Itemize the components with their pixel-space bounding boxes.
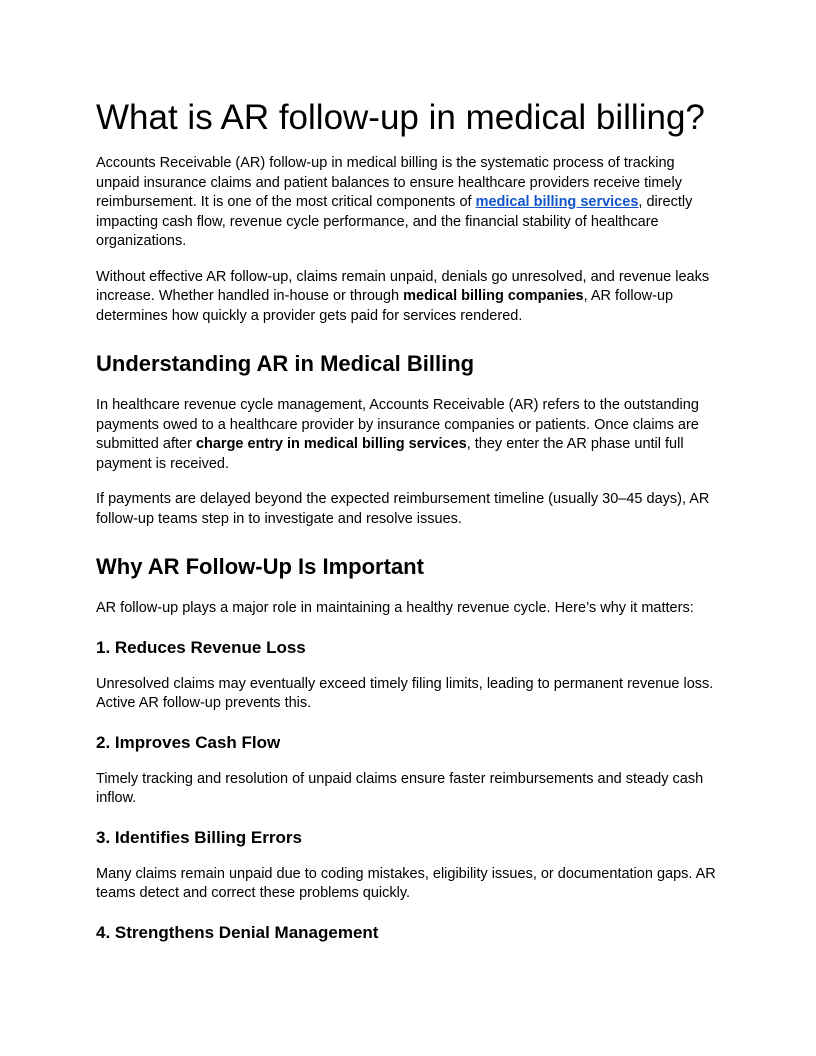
intro-p1-text-a: Accounts Receivable (AR) follow-up in medical billing is the systematic process of tracking unpaid insurance claims and patient balances to ensure healthcare providers receive timely reimbursement. It is one of the most critical components of <box>96 155 682 210</box>
medical-billing-services-link[interactable]: medical billing services <box>475 194 639 210</box>
subheading-identifies-billing-errors: 3. Identifies Billing Errors <box>96 827 302 847</box>
intro-p2-text-a: Without effective AR follow-up, claims remain unpaid, denials go unresolved, and revenue leaks increase. Whether handled in-house or through <box>96 268 710 304</box>
intro-paragraph-2 <box>96 268 720 327</box>
section1-p1-text-b: , they enter the AR phase until full payment is received. <box>96 436 684 472</box>
subheading-reduces-revenue-loss: 1. Reduces Revenue Loss <box>96 637 306 657</box>
intro-p2-text-b: , AR follow-up determines how quickly a provider gets paid for services rendered. <box>96 288 674 324</box>
item3-paragraph: Many claims remain unpaid due to coding mistakes, eligibility issues, or documentation gaps. AR teams detect and correct these problems quickly. <box>96 865 716 901</box>
subheading-strengthens-denial-management: 4. Strengthens Denial Management <box>96 922 379 942</box>
section2-intro: AR follow-up plays a major role in maintaining a healthy revenue cycle. Here’s why it matters: <box>96 600 694 616</box>
intro-p2-bold: medical billing companies <box>403 288 584 304</box>
section1-paragraph-1 <box>96 396 720 474</box>
section-heading-understanding-ar: Understanding AR in Medical Billing <box>96 351 475 376</box>
section1-p1-bold: charge entry in medical billing services <box>195 436 467 452</box>
intro-paragraph-1 <box>96 154 720 252</box>
section1-paragraph-2: If payments are delayed beyond the expected reimbursement timeline (usually 30–45 days), AR follow-up teams step in to investigate and resolve issues. <box>96 491 710 527</box>
item1-paragraph: Unresolved claims may eventually exceed timely filing limits, leading to permanent revenue loss. Active AR follow-up prevents this. <box>96 675 714 711</box>
section1-p1-text-a: In healthcare revenue cycle management, Accounts Receivable (AR) refers to the outstanding payments owed to a healthcare provider by insurance companies or patients. Once claims are submitted after <box>96 397 699 452</box>
page-title: What is AR follow-up in medical billing? <box>96 98 705 137</box>
item2-paragraph: Timely tracking and resolution of unpaid claims ensure faster reimbursements and steady cash inflow. <box>96 770 704 806</box>
section-heading-why-important: Why AR Follow-Up Is Important <box>96 554 424 579</box>
subheading-improves-cash-flow: 2. Improves Cash Flow <box>96 732 281 752</box>
intro-p1-text-b: , directly impacting cash flow, revenue cycle performance, and the financial stability of healthcare organizations. <box>96 194 693 249</box>
